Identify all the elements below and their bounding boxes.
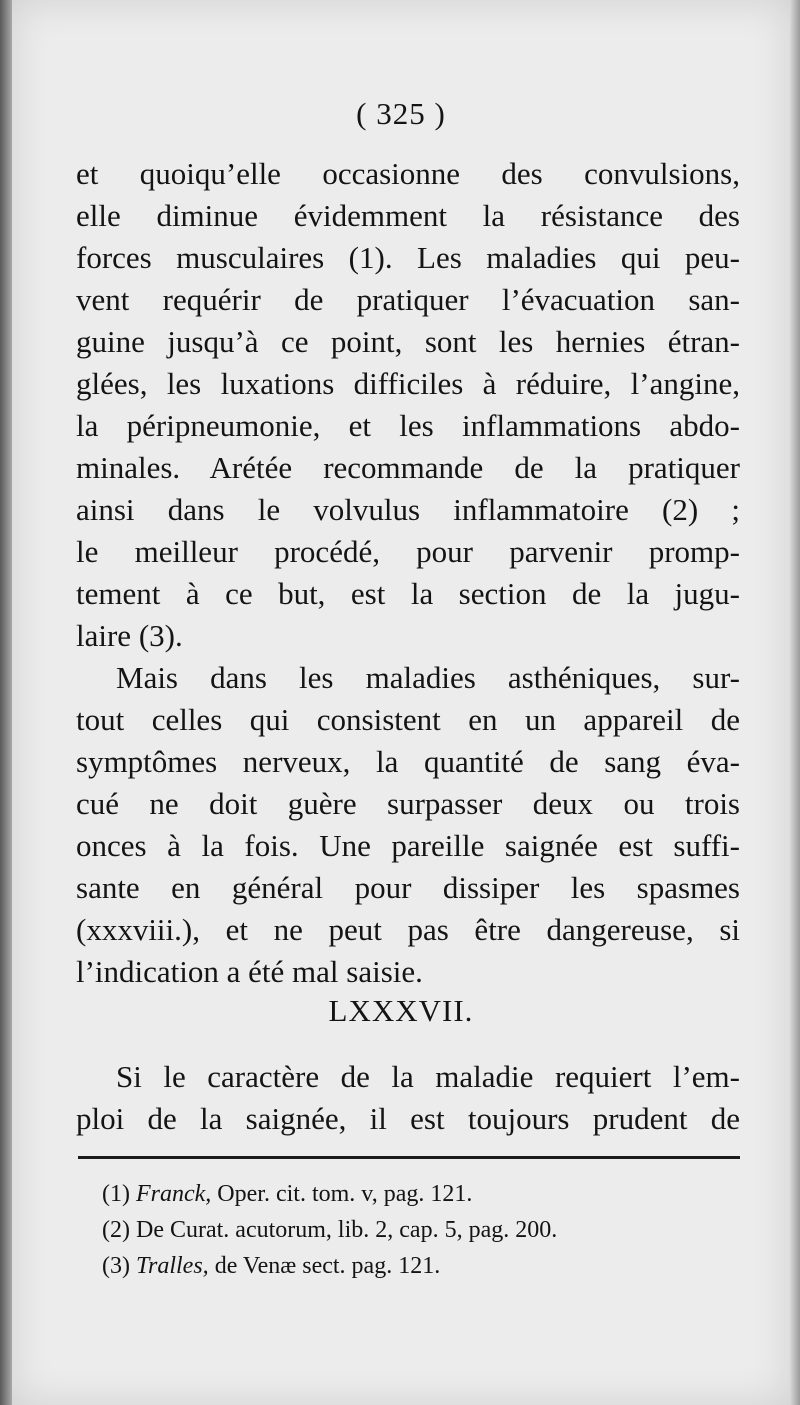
body-line: onces à la fois. Une pareille saignée est suffi- xyxy=(76,828,740,863)
footnote-mark: (2) xyxy=(102,1217,130,1243)
body-line: forces musculaires (1). Les maladies qui peu- xyxy=(76,240,740,275)
body-line: sante en général pour dissiper les spasmes xyxy=(76,870,740,905)
body-line: (xxxviii.), et ne peut pas être dangereuse, si xyxy=(76,912,740,947)
page-number: ( 325 ) xyxy=(356,96,446,131)
footnote-text: De Curat. acutorum, lib. 2, cap. 5, pag. 200. xyxy=(135,1217,558,1243)
body-line: le meilleur procédé, pour parvenir promp- xyxy=(76,534,740,569)
book-page xyxy=(12,0,790,1405)
body-line: l’indication a été mal saisie. xyxy=(76,954,423,989)
body-line: guine jusqu’à ce point, sont les hernies étran- xyxy=(76,324,740,359)
footnote xyxy=(102,1176,472,1212)
body-line: glées, les luxations difficiles à réduire, l’angine, xyxy=(76,366,740,401)
footnote-mark: (1) xyxy=(102,1181,130,1207)
footnote-text: Oper. cit. tom. v, pag. 121. xyxy=(217,1181,473,1207)
body-line: tement à ce but, est la section de la jugu- xyxy=(76,576,740,611)
footnote-author: Franck, xyxy=(135,1181,212,1207)
book-gutter-edge xyxy=(0,0,12,1405)
footnote-text: de Venæ sect. pag. 121. xyxy=(214,1253,441,1279)
footnote-author: Tralles, xyxy=(135,1253,209,1279)
footnote xyxy=(102,1248,440,1284)
body-line: ainsi dans le volvulus inflammatoire (2) ; xyxy=(76,492,740,527)
body-line: la péripneumonie, et les inflammations abdo- xyxy=(76,408,740,443)
body-line: et quoiqu’elle occasionne des convulsions, xyxy=(76,156,740,191)
body-line: laire (3). xyxy=(76,618,183,653)
body-line: symptômes nerveux, la quantité de sang éva- xyxy=(76,744,740,779)
section-heading: LXXXVII. xyxy=(328,993,474,1028)
body-line: vent requérir de pratiquer l’évacuation san- xyxy=(76,282,740,317)
body-line: minales. Arétée recommande de la pratiquer xyxy=(76,450,740,485)
paragraph-first-line: Si le caractère de la maladie requiert l’em- xyxy=(116,1059,740,1094)
page-right-edge xyxy=(790,0,800,1405)
body-line: tout celles qui consistent en un appareil de xyxy=(76,702,740,737)
body-line: elle diminue évidemment la résistance des xyxy=(76,198,740,233)
body-line: ploi de la saignée, il est toujours prudent de xyxy=(76,1101,740,1136)
footnote xyxy=(102,1212,557,1248)
paragraph-first-line: Mais dans les maladies asthéniques, sur- xyxy=(116,660,740,695)
body-line: cué ne doit guère surpasser deux ou trois xyxy=(76,786,740,821)
footnote-mark: (3) xyxy=(102,1253,130,1279)
footnote-divider xyxy=(78,1156,740,1159)
